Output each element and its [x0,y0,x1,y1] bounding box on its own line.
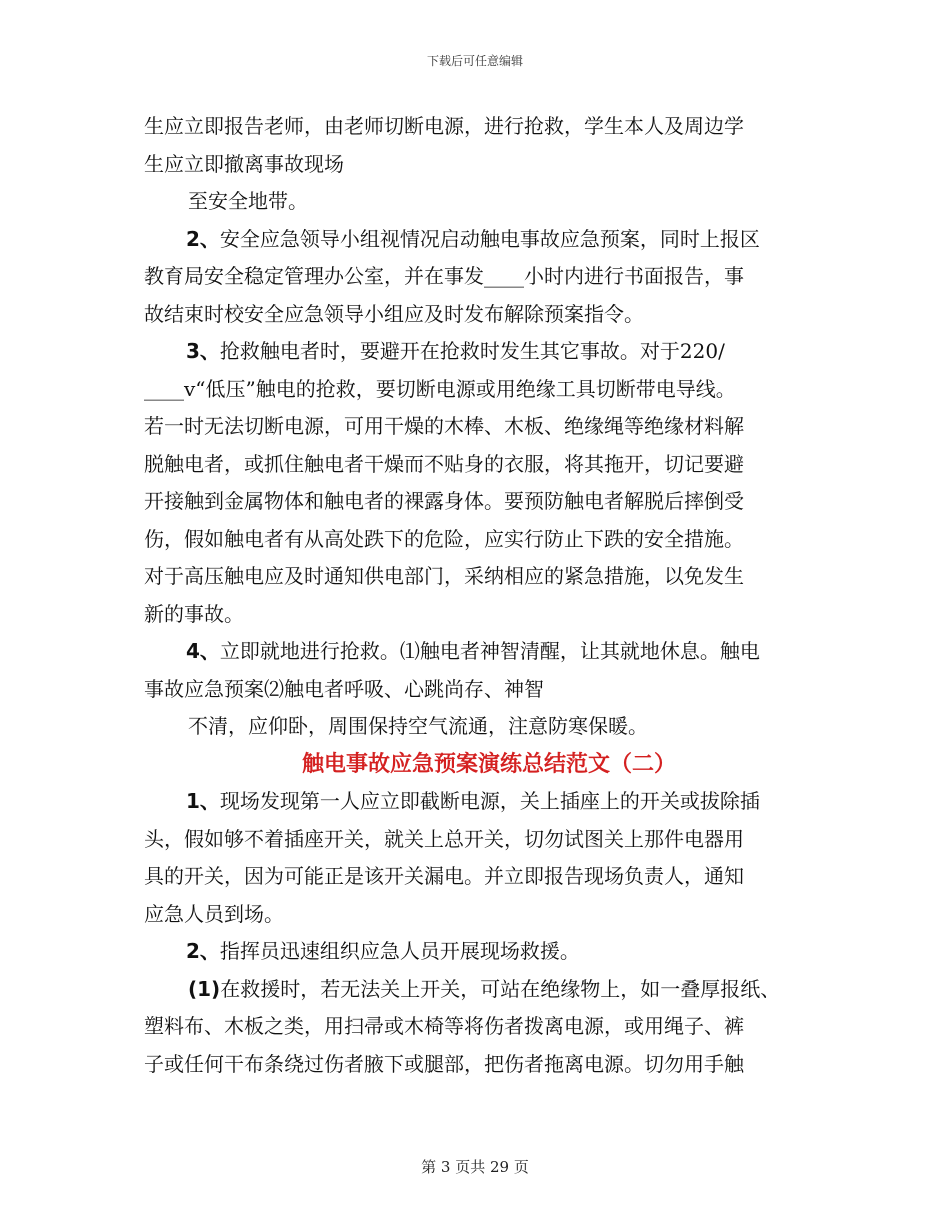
line-text: 安全应急领导小组视情况启动触电事故应急预案，同时上报区 [219,226,760,251]
paragraph-line [144,221,824,259]
page-number: 第 3 页共 29 页 [421,1158,529,1176]
paragraph-line [144,183,824,221]
line-text: 伤，假如触电者有从高处跌下的危险，应实行防止下跌的安全措施。 [144,526,744,551]
section-two-text [144,783,824,1083]
list-number: 4、 [186,639,220,663]
line-text: 至安全地带。 [188,189,308,213]
paragraph-line [144,258,824,296]
line-text: 故结束时校安全应急领导小组应及时发布解除预案指令。 [144,301,644,326]
paragraph-line [144,483,824,521]
line-text: 抢救触电者时，要避开在抢救时发生其它事故。对于220/ [219,339,725,363]
paragraph-line [144,371,824,409]
paragraph-line [144,783,824,821]
paragraph-line [144,858,824,896]
line-text: 不清，应仰卧，周围保持空气流通，注意防寒保暖。 [188,714,648,738]
line-text: ____v“低压”触电的抢救，要切断电源或用绝缘工具切断带电导线。 [144,376,736,401]
line-text: 塑料布、木板之类，用扫帚或木椅等将伤者拨离电源，或用绳子、裤 [144,1014,744,1038]
line-text: 开接触到金属物体和触电者的裸露身体。要预防触电者解脱后摔倒受 [144,489,744,513]
line-text: 立即就地进行抢救。⑴触电者神智清醒，让其就地休息。触电 [219,639,760,663]
page-header: 下载后可任意编辑 [426,54,523,68]
paragraph-line [144,821,824,859]
paragraph-line [144,108,824,146]
line-text: 现场发现第一人应立即截断电源，关上插座上的开关或拔除插 [219,789,760,813]
line-text: 头，假如够不着插座开关，就关上总开关，切勿试图关上那件电器用 [144,826,744,851]
paragraph-line [144,708,824,746]
paragraph-line [144,558,824,596]
list-number: (1) [188,976,221,1001]
paragraph-line [144,671,824,709]
line-text: 生应立即报告老师，由老师切断电源，进行抢救，学生本人及周边学 [144,114,744,138]
list-number: 1、 [186,789,220,813]
document-body [144,108,824,1083]
paragraph-line [144,971,824,1009]
list-number: 2、 [186,939,220,963]
line-text: 生应立即撤离事故现场 [144,151,344,176]
section-one-text [144,108,824,746]
line-text: 若一时无法切断电源，可用干燥的木棒、木板、绝缘绳等绝缘材料解 [144,414,744,438]
paragraph-line [144,333,824,371]
paragraph-line [144,633,824,671]
line-text: 教育局安全稳定管理办公室，并在事发____小时内进行书面报告，事 [144,264,744,288]
paragraph-line [144,896,824,934]
line-text: 对于高压触电应及时通知供电部门，采纳相应的紧急措施，以免发生 [144,564,744,588]
paragraph-line [144,296,824,334]
paragraph-line [144,596,824,634]
paragraph-line [144,1008,824,1046]
line-text: 指挥员迅速组织应急人员开展现场救援。 [219,939,580,963]
paragraph-line [144,933,824,971]
paragraph-line [144,521,824,559]
line-text: 具的开关，因为可能正是该开关漏电。并立即报告现场负责人，通知 [144,864,744,888]
line-text: 新的事故。 [144,601,244,626]
list-number: 2、 [186,226,220,251]
paragraph-line [144,446,824,484]
paragraph-line [144,408,824,446]
section-title: 触电事故应急预案演练总结范文（二） [301,751,676,777]
line-text: 应急人员到场。 [144,901,284,926]
line-text: 在救援时，若无法关上开关，可站在绝缘物上，如一叠厚报纸、 [220,976,781,1001]
paragraph-line [144,146,824,184]
line-text: 子或任何干布条绕过伤者腋下或腿部，把伤者拖离电源。切勿用手触 [144,1051,744,1076]
line-text: 脱触电者，或抓住触电者干燥而不贴身的衣服，将其拖开，切记要避 [144,451,744,476]
line-text: 事故应急预案⑵触电者呼吸、心跳尚存、神智 [144,676,544,701]
list-number: 3、 [186,339,220,363]
paragraph-line [144,1046,824,1084]
